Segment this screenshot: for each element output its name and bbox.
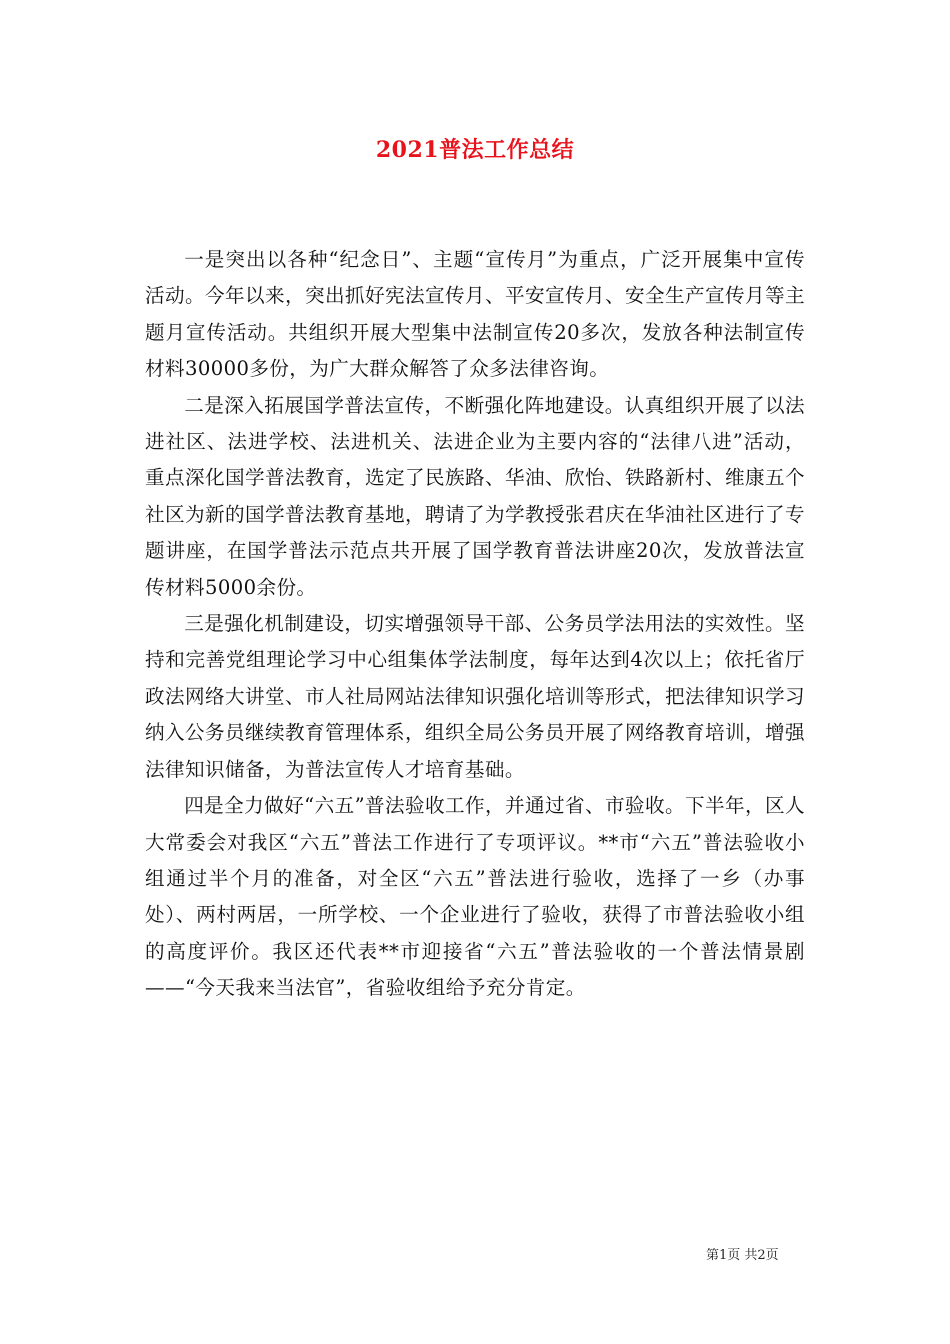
- page-number: 第1页 共2页: [706, 1248, 779, 1263]
- document-body: [145, 242, 805, 1007]
- paragraph-3: 三是强化机制建设，切实增强领导干部、公务员学法用法的实效性。坚持和完善党组理论学习中心组集体学法制度，每年达到4次以上；依托省厅政法网络大讲堂、市人社局网站法律知识强化培训等形式，把法律知识学习纳入公务员继续教育管理体系，组织全局公务员开展了网络教育培训，增强法律知识储备，为普法宣传人才培育基础。: [145, 612, 805, 781]
- paragraph-4: 四是全力做好“六五”普法验收工作，并通过省、市验收。下半年，区人大常委会对我区“六五”普法工作进行了专项评议。**市“六五”普法验收小组通过半个月的准备，对全区“六五”普法进行验收，选择了一乡（办事处）、两村两居，一所学校、一个企业进行了验收，获得了市普法验收小组的高度评价。我区还代表**市迎接省“六五”普法验收的一个普法情景剧——“今天我来当法官”，省验收组给予充分肯定。: [145, 794, 805, 1000]
- paragraph-2: 二是深入拓展国学普法宣传，不断强化阵地建设。认真组织开展了以法进社区、法进学校、法进机关、法进企业为主要内容的“法律八进”活动，重点深化国学普法教育，选定了民族路、华油、欣怡、铁路新村、维康五个社区为新的国学普法教育基地，聘请了为学教授张君庆在华油社区进行了专题讲座，在国学普法示范点共开展了国学教育普法讲座20次，发放普法宣传材料5000余份。: [145, 393, 805, 599]
- document-title: 2021普法工作总结: [375, 137, 575, 163]
- paragraph-1: 一是突出以各种“纪念日”、主题“宣传月”为重点，广泛开展集中宣传活动。今年以来，突出抓好宪法宣传月、平安宣传月、安全生产宣传月等主题月宣传活动。共组织开展大型集中法制宣传20多次，发放各种法制宣传材料30000多份，为广大群众解答了众多法律咨询。: [145, 248, 805, 381]
